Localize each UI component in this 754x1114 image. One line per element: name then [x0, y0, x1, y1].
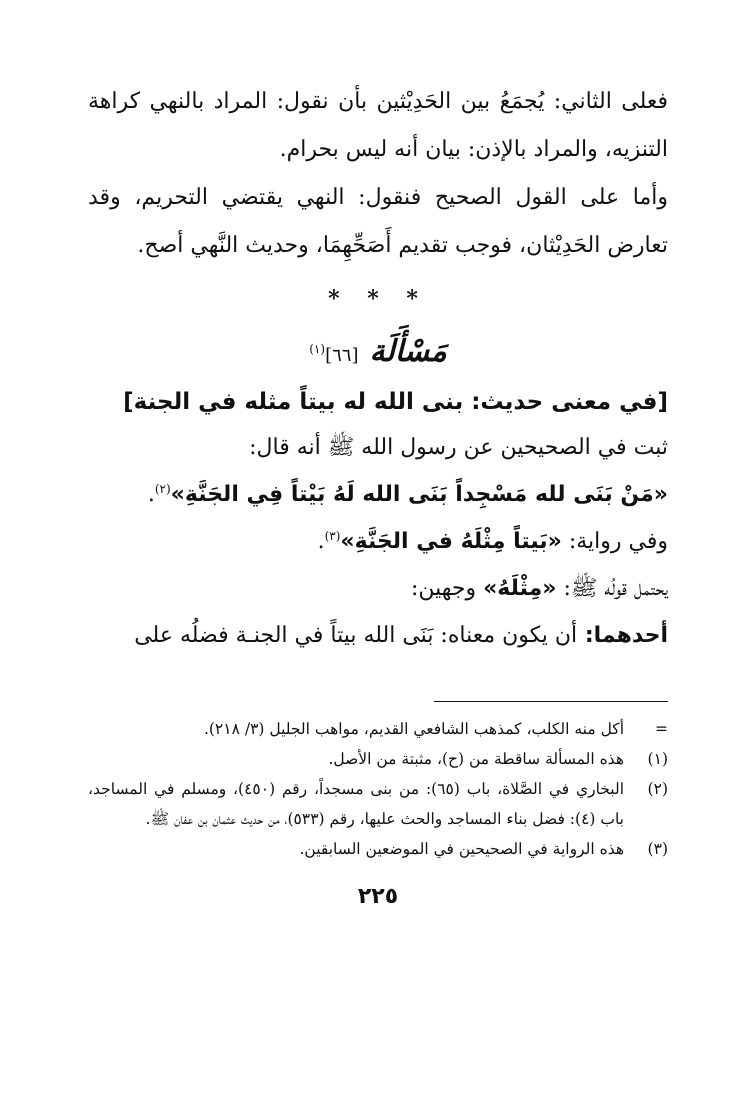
yahtamil-line: [88, 565, 668, 612]
yahtamil-quote: «مِثْلَهُ»: [483, 576, 557, 601]
page-number: ٢٢٥: [357, 884, 399, 909]
riwaya-prefix: وفي رواية:: [561, 529, 668, 554]
yahtamil-suffix: وجهين:: [410, 576, 484, 601]
riwaya-quote: «بَيتاً مِثْلَهُ في الجَنَّةِ»: [340, 529, 562, 554]
book-page: [88, 78, 668, 1078]
footnote-ref-1: (١): [309, 342, 326, 356]
paragraph-correct-opinion: وأما على القول الصحيح فنقول: النهي يقتضي التحريم، وقد تعارض الحَدِيْثان، فوجب تقديم أَصَحِّهِمَا، وحديث النَّهي أصح.: [88, 185, 668, 258]
footnote-divider: [434, 701, 668, 702]
first-aspect-text: أن يكون معناه: بَنَى الله بيتاً في الجنـة فضلُه على: [134, 623, 578, 648]
riwaya-line: [88, 518, 668, 565]
footnote-continuation: [88, 714, 668, 744]
paragraph-first-opinion: فعلى الثاني: يُجمَعُ بين الحَدِيْثين بأن نقول: المراد بالنهي كراهة التنزيه، والمراد بالإذن: بيان أنه ليس بحرام.: [88, 89, 668, 162]
footnote-marker: =: [655, 720, 668, 738]
masala-title: [88, 330, 668, 374]
intro-line: ثبت في الصحيحين عن رسول الله ﷺ أنه قال:: [249, 435, 668, 460]
footnote-marker: (٣): [647, 840, 668, 858]
footnote-text: هذه المسألة ساقطة من (ح)، مثبتة من الأصل.: [328, 750, 624, 768]
footnote-marker: (١): [647, 750, 668, 768]
hadith-line: [88, 471, 668, 518]
footnote-text: هذه الرواية في الصحيحين في الموضعين السابقين.: [299, 840, 624, 858]
chapter-heading: [في معنى حديث: بنى الله له بيتاً مثله في الجنة]: [123, 389, 668, 415]
footnote-3: [88, 834, 668, 864]
riwaya-line-end: .: [317, 529, 325, 554]
footnote-ref-3: (٣): [324, 529, 341, 543]
footnote-text: البخاري في الصَّلاة، باب (٦٥): من بنى مسجداً، رقم (٤٥٠)، ومسلم في المساجد، باب (٤): فضل بناء المساجد والحث عليها، رقم (٥٣٣)، من حديث عثمان بن عفان ﷺ.: [88, 780, 624, 828]
footnote-1: [88, 744, 668, 774]
yahtamil-prefix: يحتمل قولُه ﷺ:: [556, 576, 668, 601]
first-aspect-line: [88, 612, 668, 659]
hadith-text: «مَنْ بَنَى لله مَسْجِداً بَنَى الله لَهُ بَيْتاً فِي الجَنَّةِ»: [170, 482, 668, 507]
footnote-ref-2: (٢): [154, 482, 171, 496]
footnote-text: أكل منه الكلب، كمذهب الشافعي القديم، مواهب الجليل (٣/ ٢١٨).: [203, 720, 624, 738]
hadith-line-end: .: [147, 482, 155, 507]
section-separator: * * *: [328, 286, 428, 312]
footnote-2: [88, 774, 668, 834]
footnote-marker: (٢): [647, 780, 668, 798]
masala-word: مَسْأَلَة: [369, 334, 447, 369]
masala-number: [٦٦]: [325, 345, 359, 366]
first-aspect-label: أحدهما:: [577, 623, 668, 648]
